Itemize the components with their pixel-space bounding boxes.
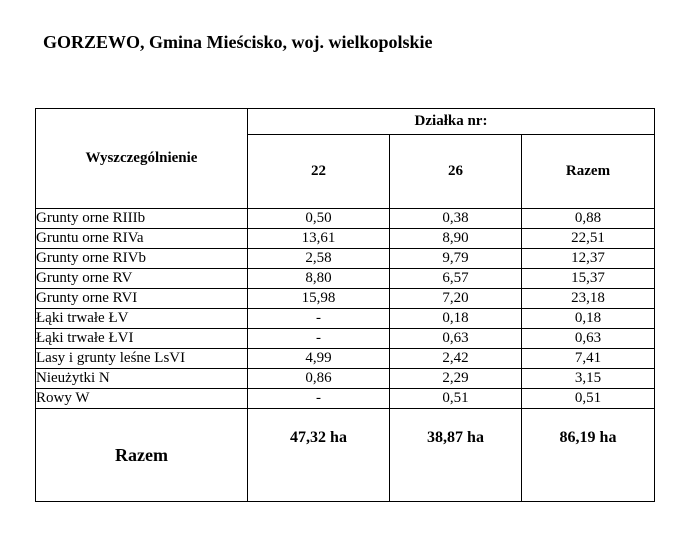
cell-razem: 3,15	[522, 369, 655, 389]
cell-26: 0,63	[390, 329, 522, 349]
cell-razem: 0,18	[522, 309, 655, 329]
cell-22: -	[248, 389, 390, 409]
row-label: Gruntu orne RIVa	[36, 229, 248, 249]
cell-22: 8,80	[248, 269, 390, 289]
table-row	[36, 389, 655, 409]
cell-26: 6,57	[390, 269, 522, 289]
row-label: Łąki trwałe ŁV	[36, 309, 248, 329]
row-label: Lasy i grunty leśne LsVI	[36, 349, 248, 369]
row-label: Grunty orne RIVb	[36, 249, 248, 269]
table-row	[36, 349, 655, 369]
cell-razem: 23,18	[522, 289, 655, 309]
land-parcel-table	[35, 108, 655, 502]
cell-22: -	[248, 309, 390, 329]
cell-26: 0,18	[390, 309, 522, 329]
column-header-22: 22	[248, 135, 390, 209]
table-row	[36, 269, 655, 289]
total-26: 38,87 ha	[390, 409, 522, 502]
cell-26: 2,42	[390, 349, 522, 369]
column-header-26: 26	[390, 135, 522, 209]
cell-22: -	[248, 329, 390, 349]
cell-razem: 0,63	[522, 329, 655, 349]
table-row	[36, 369, 655, 389]
column-header-razem: Razem	[522, 135, 655, 209]
table-row	[36, 329, 655, 349]
cell-22: 4,99	[248, 349, 390, 369]
cell-razem: 12,37	[522, 249, 655, 269]
cell-razem: 0,51	[522, 389, 655, 409]
cell-razem: 7,41	[522, 349, 655, 369]
cell-razem: 15,37	[522, 269, 655, 289]
cell-razem: 0,88	[522, 209, 655, 229]
cell-26: 2,29	[390, 369, 522, 389]
row-label: Grunty orne RV	[36, 269, 248, 289]
row-label: Nieużytki N	[36, 369, 248, 389]
table-row	[36, 309, 655, 329]
document-title: GORZEWO, Gmina Mieścisko, woj. wielkopolskie	[43, 32, 433, 52]
cell-22: 13,61	[248, 229, 390, 249]
cell-26: 0,51	[390, 389, 522, 409]
cell-26: 8,90	[390, 229, 522, 249]
cell-26: 9,79	[390, 249, 522, 269]
row-label: Łąki trwałe ŁVI	[36, 329, 248, 349]
total-row	[36, 409, 655, 502]
row-label: Grunty orne RVI	[36, 289, 248, 309]
cell-26: 7,20	[390, 289, 522, 309]
table-row	[36, 249, 655, 269]
cell-26: 0,38	[390, 209, 522, 229]
row-label: Grunty orne RIIIb	[36, 209, 248, 229]
total-razem: 86,19 ha	[522, 409, 655, 502]
table-row	[36, 289, 655, 309]
cell-22: 0,86	[248, 369, 390, 389]
table-row	[36, 229, 655, 249]
total-label: Razem	[36, 409, 248, 502]
group-header: Działka nr:	[248, 109, 655, 135]
row-label: Rowy W	[36, 389, 248, 409]
row-header: Wyszczególnienie	[36, 109, 248, 209]
cell-razem: 22,51	[522, 229, 655, 249]
cell-22: 2,58	[248, 249, 390, 269]
table-row	[36, 209, 655, 229]
cell-22: 15,98	[248, 289, 390, 309]
total-22: 47,32 ha	[248, 409, 390, 502]
cell-22: 0,50	[248, 209, 390, 229]
